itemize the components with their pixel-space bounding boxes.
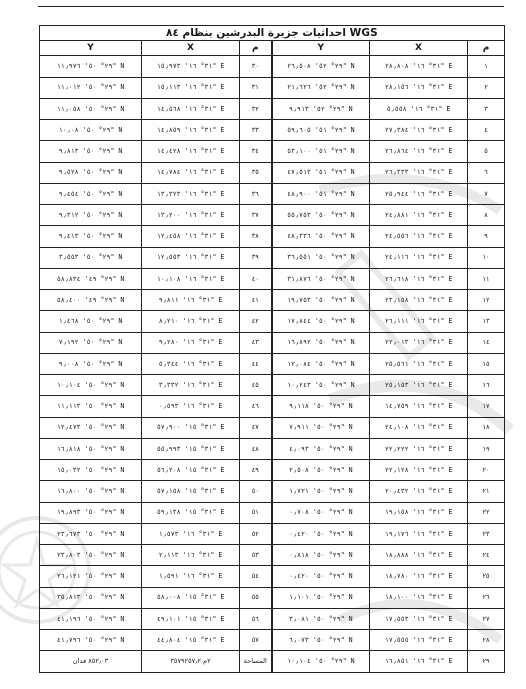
cell-left-x: ٣١° ١٦' ١٠٫١٠٨" E: [142, 268, 240, 289]
cell-left-m: ٥٦: [240, 608, 272, 629]
cell-right-y: ٢٩° ٥٠' ٢٫٥٠٨" N: [272, 460, 370, 481]
cell-right-y: ٢٩° ٥٠' ٩٫١١٨" N: [272, 396, 370, 417]
cell-right-m: ٢٧: [468, 608, 505, 629]
cell-left-x: ٣١° ١٥' ٤٤٫٨٠٤" E: [142, 630, 240, 651]
cell-left-x: ٣١° ١٦' ١٢٫٤٥٨" E: [142, 226, 240, 247]
table-row: [40, 545, 505, 566]
cell-left-x: ٣١° ١٦' ١٤٫٤٢٨" E: [142, 141, 240, 162]
cell-right-m: ٢٣: [468, 523, 505, 544]
header-left-x: X: [142, 41, 240, 56]
table-row: [40, 120, 505, 141]
cell-right-x: ٣١° ١٦' ٢٢٫٠١٣" E: [370, 332, 468, 353]
cell-right-x: ٣١° ١٦' ٢٤٫٥٥٦" E: [370, 226, 468, 247]
cell-left-m: ٥٠: [240, 481, 272, 502]
cell-right-m: ٢١: [468, 481, 505, 502]
cell-left-m: ٣٤: [240, 141, 272, 162]
cell-right-m: ٢: [468, 77, 505, 98]
cell-left-y: ٢٩° ٥٠' ١٠٫٠٨" N: [40, 120, 142, 141]
cell-right-m: ٢٩: [468, 651, 505, 673]
cell-left-x: ٣١° ١٥' ٥٧٫١٥٨" E: [142, 481, 240, 502]
cell-right-x: ٣١° ١٦' ١٧٫٥٥٣" E: [370, 608, 468, 629]
cell-left-y: ٢٩° ٥٠' ٤١٫١٩٦" N: [40, 608, 142, 629]
cell-right-y: ٢٩° ٥٠' ١٠٫١٠٤" N: [272, 651, 370, 673]
cell-right-m: ٢٤: [468, 545, 505, 566]
cell-right-x: ٣١° ١٦' ٢٥٫١٥٣" E: [370, 375, 468, 396]
cell-left-x: ٣١° ١٦' ٠٫٥٩٣" E: [142, 396, 240, 417]
cell-right-m: ١٨: [468, 417, 505, 438]
cell-right-x: ٣١° ١٦' ١٩٫١٥٨" E: [370, 502, 468, 523]
area-feddan: ٨٥٢٫٠٣ فدان: [40, 651, 142, 673]
cell-right-m: ٣: [468, 98, 505, 119]
cell-left-y: ٢٩° ٤٩' ٥٨٫٤٠٠" N: [40, 290, 142, 311]
cell-left-x: ٣١° ١٦' ٨٫٢١٠" E: [142, 311, 240, 332]
cell-right-m: ١٢: [468, 290, 505, 311]
cell-left-y: ٢٩° ٥٠' ١٢٫٤٧٣" N: [40, 417, 142, 438]
cell-left-y: ٢٩° ٥٠' ٩٫٠٠٨" N: [40, 353, 142, 374]
cell-right-m: ١١: [468, 268, 505, 289]
cell-right-x: ٣١° ١٦' ١٨٫١٠٠" E: [370, 587, 468, 608]
cell-left-m: ٤٠: [240, 268, 272, 289]
cell-left-y: ٢٩° ٥٠' ١٦٫٨٠٠" N: [40, 481, 142, 502]
cell-left-y: ٢٩° ٥٠' ٢٦٫١٢١" N: [40, 566, 142, 587]
cell-right-m: ٨: [468, 205, 505, 226]
cell-left-y: ٢٩° ٥٠' ٢٣٫٦٧٣" N: [40, 523, 142, 544]
cell-right-y: ٢٩° ٥٠' ٣٦٫٥٥١" N: [272, 247, 370, 268]
cell-left-y: ٢٩° ٥٠' ٣٥٫٨١٣" N: [40, 587, 142, 608]
table-row: [40, 226, 505, 247]
cell-right-y: ٢٩° ٥٢' ٢١٫٦٢٦" N: [272, 77, 370, 98]
cell-right-m: ١٥: [468, 353, 505, 374]
cell-left-x: ٣١° ١٦' ١٢٫٥٥٣" E: [142, 247, 240, 268]
table-row: [40, 396, 505, 417]
cell-left-x: ٣١° ١٦' ١٫٥٩١" E: [142, 566, 240, 587]
cell-right-x: ٣١° ١٦' ٢٢٫٢٢٢" E: [370, 438, 468, 459]
cell-right-m: ٢٨: [468, 630, 505, 651]
cell-right-m: ٦: [468, 162, 505, 183]
header-right-y: Y: [272, 41, 370, 56]
table-title: احداثيات جزيرة البدرشين بنظام ٨٤ WGS: [40, 26, 505, 41]
cell-right-m: ٢٦: [468, 587, 505, 608]
cell-right-x: ٣١° ١٦' ٢٤٫٨٨١" E: [370, 205, 468, 226]
cell-left-x: ٣١° ١٦' ٥٫٣٤٤" E: [142, 353, 240, 374]
cell-right-x: ٣١° ١٦' ٢٤٫١١٦" E: [370, 247, 468, 268]
header-right-x: X: [370, 41, 468, 56]
cell-right-x: ٣١° ١٦' ١٨٫٧٨٠" E: [370, 566, 468, 587]
cell-right-x: ٣١° ١٦' ٢٨٫١٥٦" E: [370, 77, 468, 98]
cell-left-y: ٢٩° ٥٠' ١١٫٠١٢" N: [40, 77, 142, 98]
cell-left-x: ٣١° ١٦' ١٥٫٩٧٣" E: [142, 56, 240, 77]
table-row: [40, 630, 505, 651]
cell-right-y: ٢٩° ٥٠' ٠٫٧٠٨" N: [272, 502, 370, 523]
table-row: [40, 268, 505, 289]
table-row: [40, 460, 505, 481]
cell-right-x: ٣١° ١٦' ٢٦٫٦١٨" E: [370, 268, 468, 289]
cell-right-y: ٢٩° ٥٠' ٧٫٩١١" N: [272, 417, 370, 438]
table-row: [40, 502, 505, 523]
cell-right-x: ٣١° ١٦' ٢٨٫٨٠٨" E: [370, 56, 468, 77]
table-row: [40, 162, 505, 183]
cell-left-x: ٣١° ١٥' ٥٦٫٢٠٨" E: [142, 460, 240, 481]
cell-left-m: ٤٢: [240, 311, 272, 332]
cell-left-m: ٣٠: [240, 56, 272, 77]
table-row: [40, 587, 505, 608]
cell-right-y: ٢٩° ٥٠' ١٧٫٨٤٤" N: [272, 311, 370, 332]
header-left-m: م: [240, 41, 272, 56]
cell-left-m: ٥٤: [240, 566, 272, 587]
table-row: [40, 523, 505, 544]
table-row: [40, 183, 505, 204]
cell-right-m: ٩: [468, 226, 505, 247]
cell-right-x: ٣١° ١٦' ١٦٫٨٥١" E: [370, 651, 468, 673]
cell-right-y: ٢٩° ٥١' ٤٨٫٩٠٠" N: [272, 183, 370, 204]
cell-left-m: ٣١: [240, 77, 272, 98]
cell-left-m: ٣٥: [240, 162, 272, 183]
cell-right-x: ٣١° ١٦' ١٧٫٥٥٥" E: [370, 630, 468, 651]
cell-right-m: ١٩: [468, 438, 505, 459]
cell-right-x: ٣١° ١٦' ٢٢٫١٢٨" E: [370, 460, 468, 481]
cell-left-x: ٣١° ١٦' ٣٫٣٣٢" E: [142, 375, 240, 396]
table-row: [40, 438, 505, 459]
cell-left-y: ٢٩° ٥٠' ٢٣٫٨٠٣" N: [40, 545, 142, 566]
cell-left-x: ٣١° ١٥' ٥٨٫٠٠٨" E: [142, 587, 240, 608]
cell-right-x: ٣١° ١٦' ٢٦٫١١١" E: [370, 311, 468, 332]
cell-left-y: ٢٩° ٥٠' ١١٫٩٧٦" N: [40, 56, 142, 77]
area-m2: ٢م ٣٥٧٩٢٥٧٫٢: [142, 651, 240, 673]
cell-right-x: ٣١° ١٦' ٢٦٫٣٣٣" E: [370, 162, 468, 183]
table-row: [40, 98, 505, 119]
cell-right-y: ٢٩° ٥٢' ٩٫٩١٣" N: [272, 98, 370, 119]
cell-right-y: ٢٩° ٥١' ٥٩٫٦٠٥" N: [272, 120, 370, 141]
cell-left-m: ٤٥: [240, 375, 272, 396]
cell-right-x: ٣١° ١٦' ٢٤٫١٠٨" E: [370, 417, 468, 438]
cell-right-m: ١: [468, 56, 505, 77]
cell-right-y: ٢٩° ٥٠' ١٫١٠١" N: [272, 587, 370, 608]
cell-right-y: ٢٩° ٥٠' ١٦٫٨٩٢" N: [272, 332, 370, 353]
cell-left-y: ٢٩° ٥٠' ١٥٫٠٣٢" N: [40, 460, 142, 481]
table-row: [40, 651, 505, 673]
coordinates-table: [39, 25, 505, 673]
cell-left-y: ٢٩° ٥٠' ٩٫٨١٣" N: [40, 141, 142, 162]
cell-right-x: ٣١° ١٦' ٥٫٥٥٨" E: [370, 98, 468, 119]
cell-right-y: ٢٩° ٥٠' ٠٫٨١٨" N: [272, 545, 370, 566]
cell-left-m: ٥٣: [240, 545, 272, 566]
cell-left-m: ٥٥: [240, 587, 272, 608]
cell-left-m: ٣٦: [240, 183, 272, 204]
cell-right-x: ٣١° ١٦' ٢٧٫٣٨٤" E: [370, 120, 468, 141]
cell-left-x: ٣١° ١٥' ٤٩٫١٠١" E: [142, 608, 240, 629]
cell-left-y: ٢٩° ٥٠' ٩٫٤١٣" N: [40, 226, 142, 247]
cell-left-m: ٣٩: [240, 247, 272, 268]
table-row: [40, 77, 505, 98]
cell-right-y: ٢٩° ٥٠' ٣٫٠٨١" N: [272, 608, 370, 629]
table-row: [40, 353, 505, 374]
table-row: [40, 290, 505, 311]
cell-right-m: ٧: [468, 183, 505, 204]
cell-left-m: ٤٨: [240, 438, 272, 459]
cell-right-y: ٢٩° ٥٠' ١٢٫٠٨٤" N: [272, 353, 370, 374]
cell-right-y: ٢٩° ٥٢' ٢٦٫٥٠٨" N: [272, 56, 370, 77]
cell-left-m: ٤١: [240, 290, 272, 311]
cell-right-m: ٢٥: [468, 566, 505, 587]
cell-left-y: ٢٩° ٥٠' ٣٫٥٥٣" N: [40, 247, 142, 268]
cell-left-x: ٣١° ١٦' ١٤٫٨٥٩" E: [142, 120, 240, 141]
table-row: [40, 332, 505, 353]
cell-right-x: ٣١° ١٦' ٢٥٫٩٤٤" E: [370, 183, 468, 204]
cell-right-y: ٢٩° ٥١' ٥٣٫١٠٠" N: [272, 141, 370, 162]
table-row: [40, 205, 505, 226]
cell-right-m: ٢٠: [468, 460, 505, 481]
cell-left-m: ٤٣: [240, 332, 272, 353]
cell-left-m: ٣٣: [240, 120, 272, 141]
table-row: [40, 311, 505, 332]
cell-right-x: ٣١° ١٦' ١٤٫٧٥٩" E: [370, 396, 468, 417]
cell-right-m: ١٧: [468, 396, 505, 417]
cell-left-x: ٣١° ١٦' ٩٫٢٨٠" E: [142, 332, 240, 353]
cell-left-x: ٣١° ١٥' ٥٩٫١٣٨" E: [142, 502, 240, 523]
cell-left-y: ٢٩° ٥٠' ١٠٫١٠٤" N: [40, 375, 142, 396]
cell-right-y: ٢٩° ٥٠' ٠٫٤٢٠" N: [272, 566, 370, 587]
table-row: [40, 608, 505, 629]
cell-right-y: ٢٩° ٥١' ٤٧٫٥١٣" N: [272, 162, 370, 183]
table-row: [40, 566, 505, 587]
cell-left-x: ٣١° ١٥' ٥٧٫٩٠٠" E: [142, 417, 240, 438]
cell-left-x: ٣١° ١٦' ١٫٥٧٣" E: [142, 523, 240, 544]
cell-right-m: ١٦: [468, 375, 505, 396]
cell-right-y: ٢٩° ٥٠' ٠٫٤٢٠" N: [272, 523, 370, 544]
cell-right-y: ٢٩° ٥٠' ٦٫٠٧٣" N: [272, 630, 370, 651]
cell-right-x: ٣١° ١٦' ٢٦٫٨٦٤" E: [370, 141, 468, 162]
cell-right-m: ١٤: [468, 332, 505, 353]
cell-left-y: ٢٩° ٥٠' ٤١٫٧٩٦" N: [40, 630, 142, 651]
cell-left-y: ٢٩° ٥٠' ٩٫٣١٢" N: [40, 205, 142, 226]
cell-right-x: ٣١° ١٦' ٢٥٫٥٦١" E: [370, 353, 468, 374]
cell-right-y: ٢٩° ٥٠' ٤٫٠٩٣" N: [272, 438, 370, 459]
cell-left-x: ٣١° ١٦' ١٣٫٢٠٠" E: [142, 205, 240, 226]
cell-left-x: ٣١° ١٦' ١٥٫١١٣" E: [142, 77, 240, 98]
cell-left-y: ٢٩° ٥٠' ٩٫٥٢٨" N: [40, 162, 142, 183]
cell-right-m: ٤: [468, 120, 505, 141]
cell-right-y: ٢٩° ٥٠' ٥٥٫٧٥٣" N: [272, 205, 370, 226]
cell-right-x: ٣١° ١٦' ١٩٫١٧٦" E: [370, 523, 468, 544]
table-row: [40, 481, 505, 502]
top-rule: [38, 6, 504, 7]
cell-right-y: ٢٩° ٥٠' ١٫٧٢١" N: [272, 481, 370, 502]
cell-left-m: ٤٧: [240, 417, 272, 438]
cell-left-m: ٤٩: [240, 460, 272, 481]
cell-left-y: ٢٩° ٥٠' ١٫٤٦٨" N: [40, 311, 142, 332]
cell-left-y: ٢٩° ٥٠' ٧٫١٩٢" N: [40, 332, 142, 353]
cell-left-x: ٣١° ١٦' ٢٫١١٣" E: [142, 545, 240, 566]
header-right-m: م: [468, 41, 505, 56]
cell-left-x: ٣١° ١٦' ١٤٫٥٦٨" E: [142, 98, 240, 119]
cell-left-y: ٢٩° ٥٠' ١١٫٠٥٨" N: [40, 98, 142, 119]
cell-left-m: ٥٧: [240, 630, 272, 651]
cell-right-y: ٢٩° ٥٠' ٣١٫٨٧٦" N: [272, 268, 370, 289]
cell-left-x: ٣١° ١٦' ١٤٫٧٨٤" E: [142, 162, 240, 183]
table-row: [40, 141, 505, 162]
cell-left-m: ٣٧: [240, 205, 272, 226]
cell-right-m: ١٣: [468, 311, 505, 332]
cell-left-m: ٤٦: [240, 396, 272, 417]
cell-left-y: ٢٩° ٥٠' ١١٫١١٣" N: [40, 396, 142, 417]
cell-left-x: ٣١° ١٦' ٩٫٨١١" E: [142, 290, 240, 311]
header-left-y: Y: [40, 41, 142, 56]
cell-left-y: ٢٩° ٥٠' ١٦٫٨١٨" N: [40, 438, 142, 459]
area-label: المساحة: [240, 651, 272, 673]
cell-left-m: ٤٤: [240, 353, 272, 374]
cell-right-y: ٢٩° ٥٠' ١٩٫٧٥٣" N: [272, 290, 370, 311]
cell-right-y: ٢٩° ٥٠' ٤٨٫٣٣٦" N: [272, 226, 370, 247]
cell-left-y: ٢٩° ٤٩' ٥٨٫٨٣٤" N: [40, 268, 142, 289]
cell-left-m: ٣٨: [240, 226, 272, 247]
cell-right-x: ٣١° ١٦' ٢٠٫٤٣٢" E: [370, 481, 468, 502]
cell-right-m: ٢٢: [468, 502, 505, 523]
cell-right-m: ١٠: [468, 247, 505, 268]
table-row: [40, 247, 505, 268]
cell-right-m: ٥: [468, 141, 505, 162]
table-row: [40, 56, 505, 77]
cell-left-y: ٢٩° ٥٠' ١٩٫٨٩٣" N: [40, 502, 142, 523]
table-row: [40, 417, 505, 438]
table-row: [40, 375, 505, 396]
cell-right-y: ٢٩° ٥٠' ١٠٫٢٤٣" N: [272, 375, 370, 396]
cell-left-m: ٥٢: [240, 523, 272, 544]
cell-left-y: ٢٩° ٥٠' ٩٫٤٥٤" N: [40, 183, 142, 204]
cell-left-x: ٣١° ١٥' ٥٥٫٩٩٣" E: [142, 438, 240, 459]
cell-right-x: ٣١° ١٦' ١٨٫٨٨٨" E: [370, 545, 468, 566]
cell-right-x: ٣١° ١٦' ٢٣٫١٥٨" E: [370, 290, 468, 311]
cell-left-x: ٣١° ١٦' ١٣٫٣٢٣" E: [142, 183, 240, 204]
cell-left-m: ٥١: [240, 502, 272, 523]
cell-left-m: ٣٢: [240, 98, 272, 119]
